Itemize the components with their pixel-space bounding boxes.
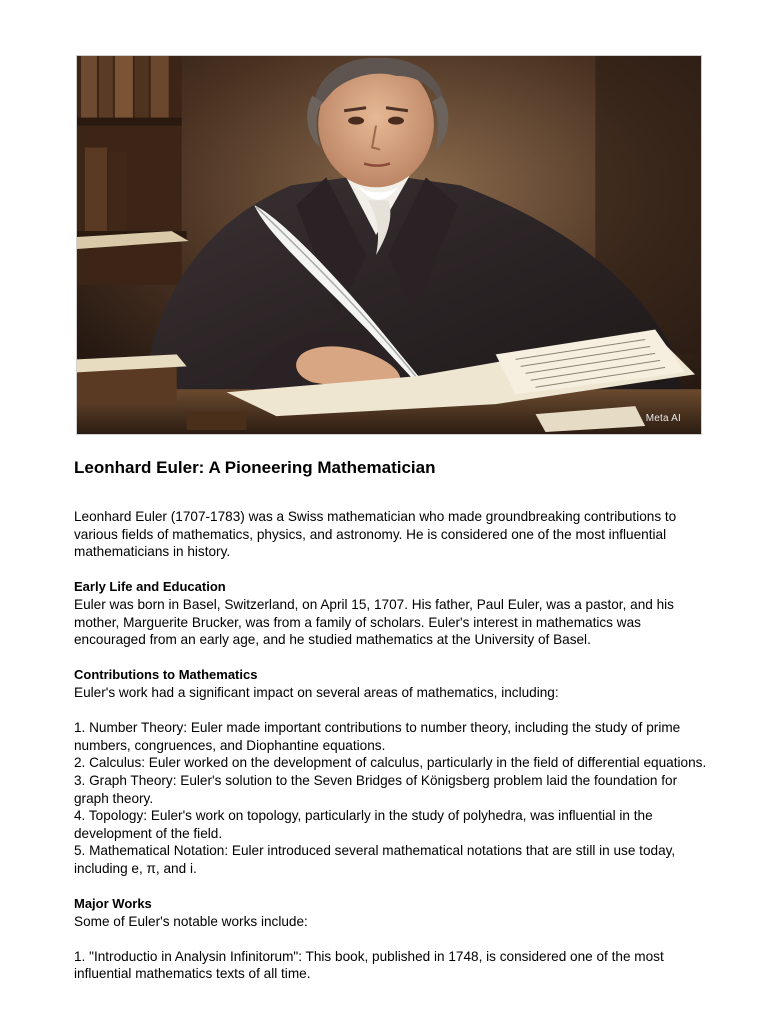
list-item: 2. Calculus: Euler worked on the development of calculus, particularly in the field of differential equations. [74,755,707,771]
works-list [74,948,714,983]
section-body: Euler's work had a significant impact on several areas of mathematics, including: [74,684,559,700]
list-item: 1. Number Theory: Euler made important contributions to number theory, including the study of prime numbers, congruences, and Diophantine equations. [74,720,681,753]
section-heading: Major Works [74,896,152,912]
section-contributions [74,666,714,877]
portrait-illustration [77,56,701,434]
intro-paragraph: Leonhard Euler (1707-1783) was a Swiss mathematician who made groundbreaking contributions to various fields of mathematics, physics, and astronomy. He is considered one of the most influential mathematicians in history. [74,509,677,560]
list-item: 1. "Introductio in Analysin Infinitorum": This book, published in 1748, is considered one of the most influential mathematics texts of all time. [74,948,664,982]
contributions-list [74,719,714,877]
list-item: 4. Topology: Euler's work on topology, particularly in the study of polyhedra, was influential in the development of the field. [74,808,653,841]
section-early-life [74,578,714,648]
section-body: Some of Euler's notable works include: [74,913,308,929]
watermark-text: Meta AI [645,413,681,424]
section-body: Euler was born in Basel, Switzerland, on April 15, 1707. His father, Paul Euler, was a pastor, and his mother, Marguerite Brucker, was from a family of scholars. Euler's interest in mathematics was encouraged from an early age, and he studied mathematics at the University of Basel. [74,596,674,648]
section-major-works [74,895,714,983]
article [74,458,714,1001]
section-heading: Early Life and Education [74,579,226,595]
section-heading: Contributions to Mathematics [74,667,258,683]
list-item: 3. Graph Theory: Euler's solution to the Seven Bridges of Königsberg problem laid the foundation for graph theory. [74,772,678,806]
article-title: Leonhard Euler: A Pioneering Mathematician [74,458,436,477]
list-item: 5. Mathematical Notation: Euler introduced several mathematical notations that are still in use today, including e, π, and i. [74,843,676,876]
portrait-image [76,55,702,435]
